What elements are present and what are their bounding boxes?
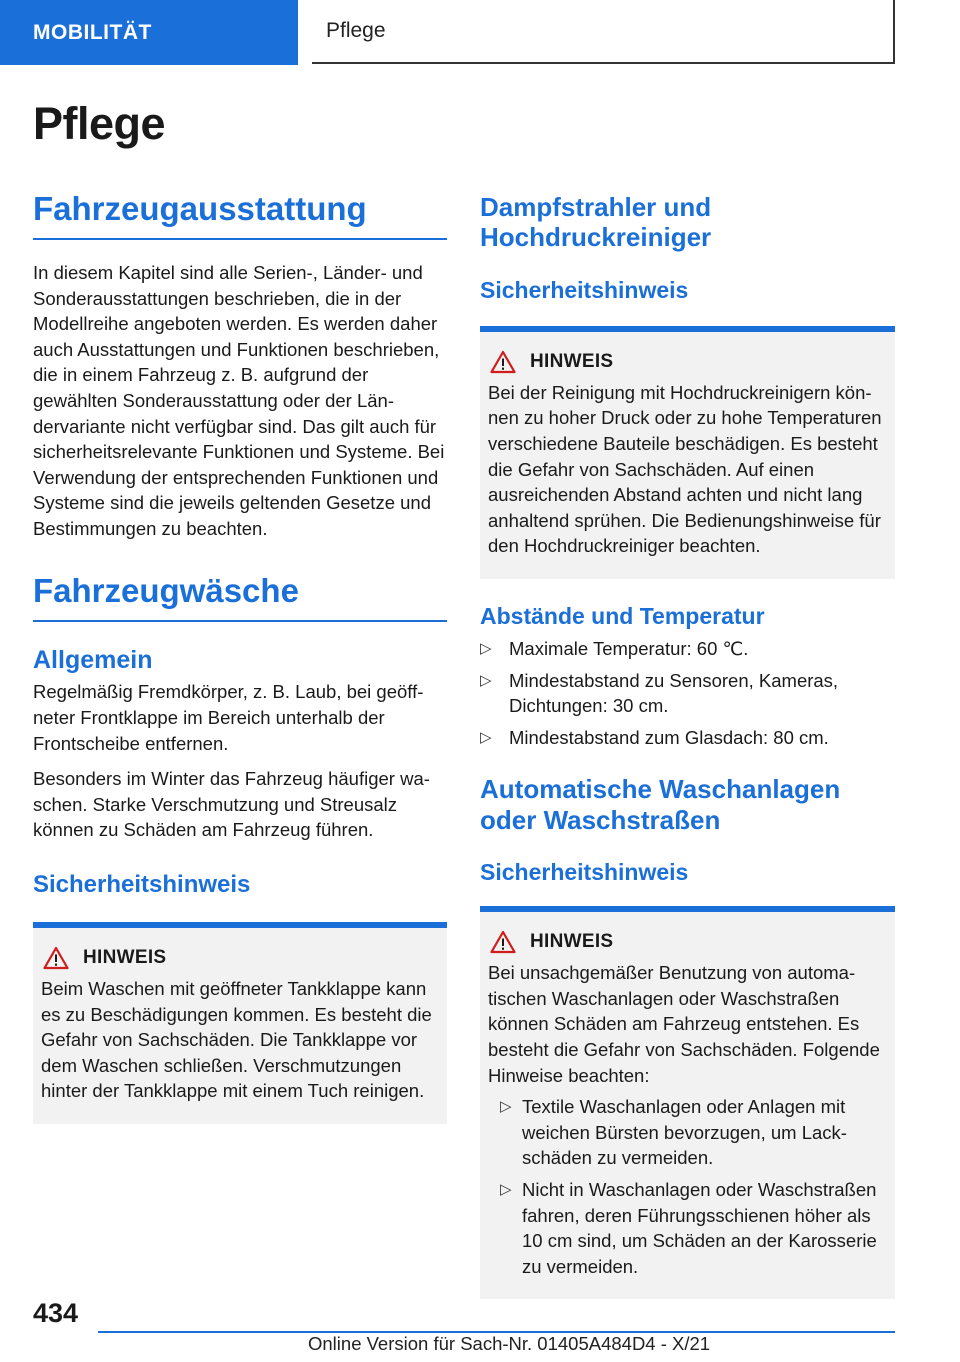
warning-triangle-icon [490, 350, 516, 374]
bullet-triangle-icon: ▷ [500, 1098, 512, 1116]
heading-abstaende: Abstände und Temperatur [480, 602, 765, 629]
heading-allgemein: Allgemein [33, 646, 153, 675]
bullet-triangle-icon: ▷ [480, 728, 492, 746]
list-item: ▷ Textile Waschanlagen oder Anlagen mit weichen Bürsten bevorzugen, um Lackschäden zu vermeiden. [500, 1096, 847, 1169]
chapter-label: Pflege [326, 19, 386, 42]
footer-online-version: Online Version für Sach-Nr. 01405A484D4 - X/21 [308, 1333, 711, 1354]
heading-sicherheitshinweis-2: Sicherheitshinweis [480, 859, 689, 886]
heading-fahrzeugwaesche: Fahrzeugwäsche [33, 572, 447, 622]
section-label: MOBILITÄT [33, 20, 152, 44]
heading-sicherheitshinweis: Sicherheitshinweis [33, 870, 251, 898]
notice-box-2 [480, 906, 895, 1299]
heading-waschanlagen: Automatische Waschanlagen oder Waschstraßen [480, 774, 841, 835]
notice-box [33, 922, 447, 1124]
paragraph-allgemein-1: Regelmäßig Fremdkörper, z. B. Laub, bei geöffneter Frontklappe im Bereich unterhalb der Frontscheibe entfernen. [33, 681, 424, 754]
notice-header-2 [488, 930, 887, 954]
chapter-tab [312, 0, 895, 64]
list-item: ▷ Maximale Temperatur: 60 ℃. [480, 636, 895, 662]
notice-list [488, 1094, 887, 1279]
notice-box-1 [480, 326, 895, 579]
notice-header-1 [488, 350, 887, 374]
bullet-triangle-icon: ▷ [500, 1180, 512, 1198]
list-item: ▷ Mindestabstand zum Glasdach: 80 cm. [480, 725, 895, 751]
paragraph-ausstattung: In diesem Kapitel sind alle Serien-, Länder- und Sonderausstattungen beschrieben, die in der Modellreihe angeboten werden. Es werden daher auch Ausstattungen und Funktionen beschrieben, die in einem Fahrzeug z. B. aufgrund der gewählten Sonderausstattung oder der Ländervariante nicht verfügbar sind. Das gilt auch für sicherheitsrelevante Funktionen und Systeme. Bei Verwendung der entsprechenden Funktionen und Systeme sind die jeweils geltenden Gesetze und Bestimmungen zu beachten. [33, 261, 445, 539]
heading-sicherheitshinweis-1: Sicherheitshinweis [480, 276, 689, 303]
notice-text: Beim Waschen mit geöffneter Tankklappe kann es zu Beschädigungen kommen. Es besteht die Gefahr von Sachschäden. Die Tankklappe vor dem Waschen schließen. Verschmutzungen hinter der Tankklappe mit einem Tuch reinigen. [41, 977, 432, 1102]
right-column [480, 192, 895, 1299]
list-item: ▷ Mindestabstand zu Sensoren, Kameras, Dichtungen: 30 cm. [480, 669, 839, 717]
bullet-triangle-icon: ▷ [480, 639, 492, 657]
heading-fahrzeugausstattung: Fahrzeugausstattung [33, 190, 447, 240]
warning-triangle-icon [43, 946, 69, 970]
left-column [33, 190, 447, 1124]
page-title: Pflege [33, 98, 166, 149]
notice-label-2: HINWEIS [530, 931, 614, 953]
bullet-triangle-icon: ▷ [480, 671, 492, 689]
heading-dampfstrahler: Dampfstrahler und Hochdruckreiniger [480, 192, 712, 253]
abstaende-list [480, 636, 895, 750]
notice-text-2: Bei unsachgemäßer Benutzung von automatischen Waschanlagen oder Waschstraßen können Schäden am Fahrzeug entstehen. Es besteht die Gefahr von Sachschäden. Folgende Hinweise beachten: [488, 962, 880, 1086]
notice-label-1: HINWEIS [530, 350, 614, 372]
paragraph-allgemein-2: Besonders im Winter das Fahrzeug häufiger waschen. Starke Verschmutzung und Streusalz können zu Schäden am Fahrzeug führen. [33, 768, 430, 841]
notice-header [41, 946, 439, 970]
section-tab [0, 0, 298, 65]
notice-label: HINWEIS [83, 946, 167, 968]
list-item: ▷ Nicht in Waschanlagen oder Waschstraßen fahren, deren Führungsschienen höher als 10 cm sind, um Schäden an der Karosserie zu vermeiden. [500, 1178, 877, 1277]
warning-triangle-icon [490, 930, 516, 954]
page-number: 434 [33, 1298, 79, 1328]
notice-text-1: Bei der Reinigung mit Hochdruckreinigern können zu hoher Druck oder zu hohe Temperaturen verschiedene Bauteile beschädigen. Es besteht die Gefahr von Sachschäden. Auf einen ausreichenden Abstand achten und nicht lang anhaltend sprühen. Die Bedienungshinweise für den Hochdruckreiniger beachten. [488, 381, 882, 557]
